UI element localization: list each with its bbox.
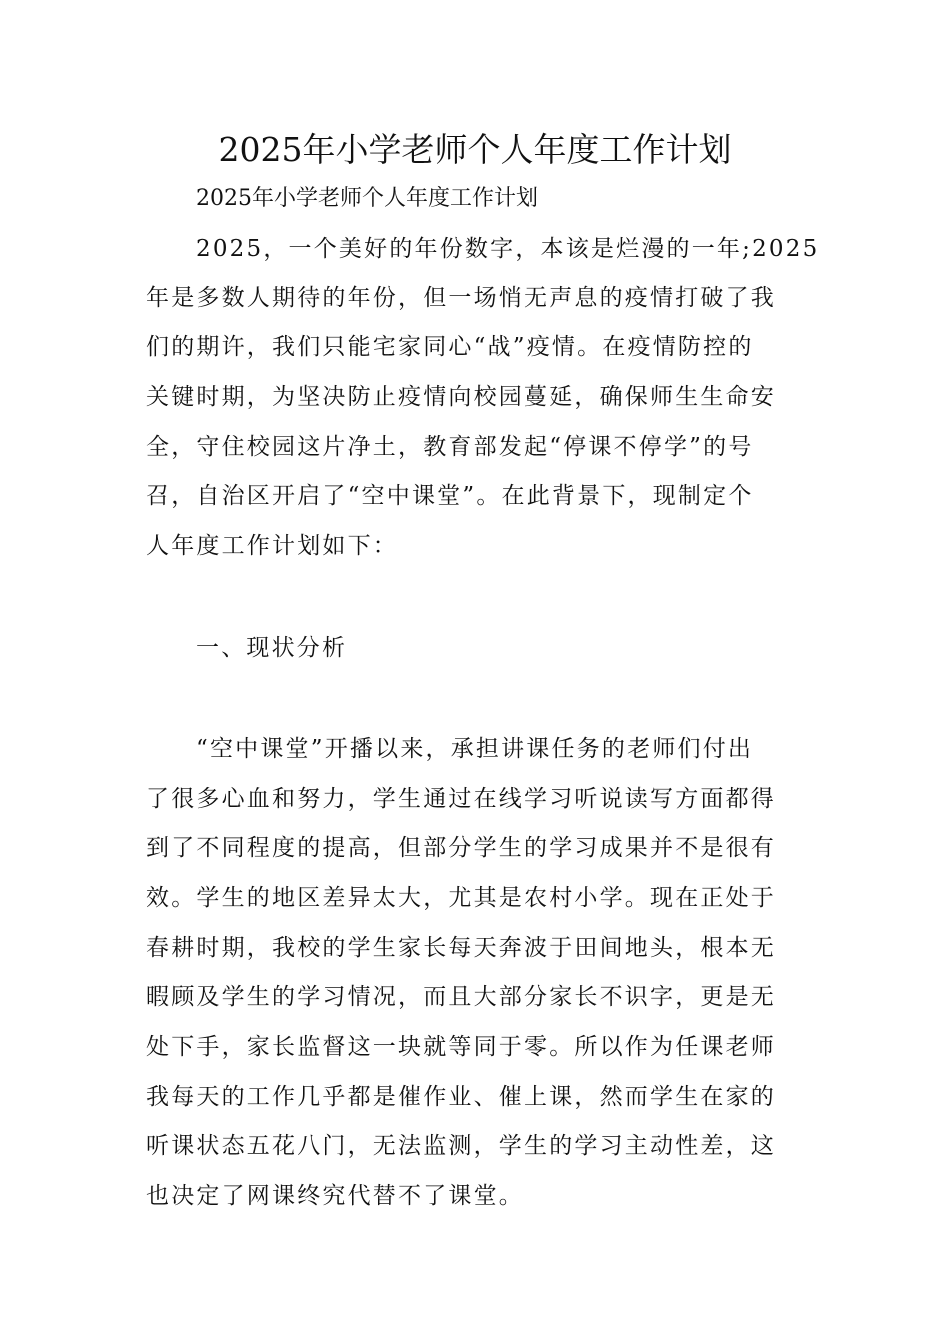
section-line: 到了不同程度的提高，但部分学生的学习成果并不是很有 bbox=[146, 835, 776, 861]
intro-line: 召，自治区开启了“空中课堂”。在此背景下，现制定个 bbox=[146, 483, 754, 509]
section-line: 听课状态五花八门，无法监测，学生的学习主动性差，这 bbox=[146, 1133, 776, 1159]
intro-line: 关键时期，为坚决防止疫情向校园蔓延，确保师生生命安 bbox=[146, 384, 776, 410]
intro-line: 人年度工作计划如下： bbox=[146, 533, 398, 559]
document-subtitle: 2025年小学老师个人年度工作计划 bbox=[196, 186, 538, 211]
section-line: 了很多心血和努力，学生通过在线学习听说读写方面都得 bbox=[146, 786, 776, 812]
intro-line: 2025，一个美好的年份数字，本该是烂漫的一年;2025 bbox=[196, 236, 820, 262]
intro-line: 全，守住校园这片净土，教育部发起“停课不停学”的号 bbox=[146, 434, 754, 460]
section-heading: 一、现状分析 bbox=[196, 635, 348, 661]
document-title: 2025年小学老师个人年度工作计划 bbox=[218, 130, 732, 169]
section-line: 也决定了网课终究代替不了课堂。 bbox=[146, 1183, 524, 1209]
section-line: “空中课堂”开播以来，承担讲课任务的老师们付出 bbox=[196, 736, 754, 762]
section-line: 效。学生的地区差异太大，尤其是农村小学。现在正处于 bbox=[146, 885, 776, 911]
section-line: 处下手，家长监督这一块就等同于零。所以作为任课老师 bbox=[146, 1034, 776, 1060]
section-line: 我每天的工作几乎都是催作业、催上课，然而学生在家的 bbox=[146, 1084, 776, 1110]
intro-line: 们的期许，我们只能宅家同心“战”疫情。在疫情防控的 bbox=[146, 334, 754, 360]
intro-line: 年是多数人期待的年份，但一场悄无声息的疫情打破了我 bbox=[146, 285, 776, 311]
section-line: 春耕时期，我校的学生家长每天奔波于田间地头，根本无 bbox=[146, 935, 776, 961]
section-line: 暇顾及学生的学习情况，而且大部分家长不识字，更是无 bbox=[146, 984, 776, 1010]
